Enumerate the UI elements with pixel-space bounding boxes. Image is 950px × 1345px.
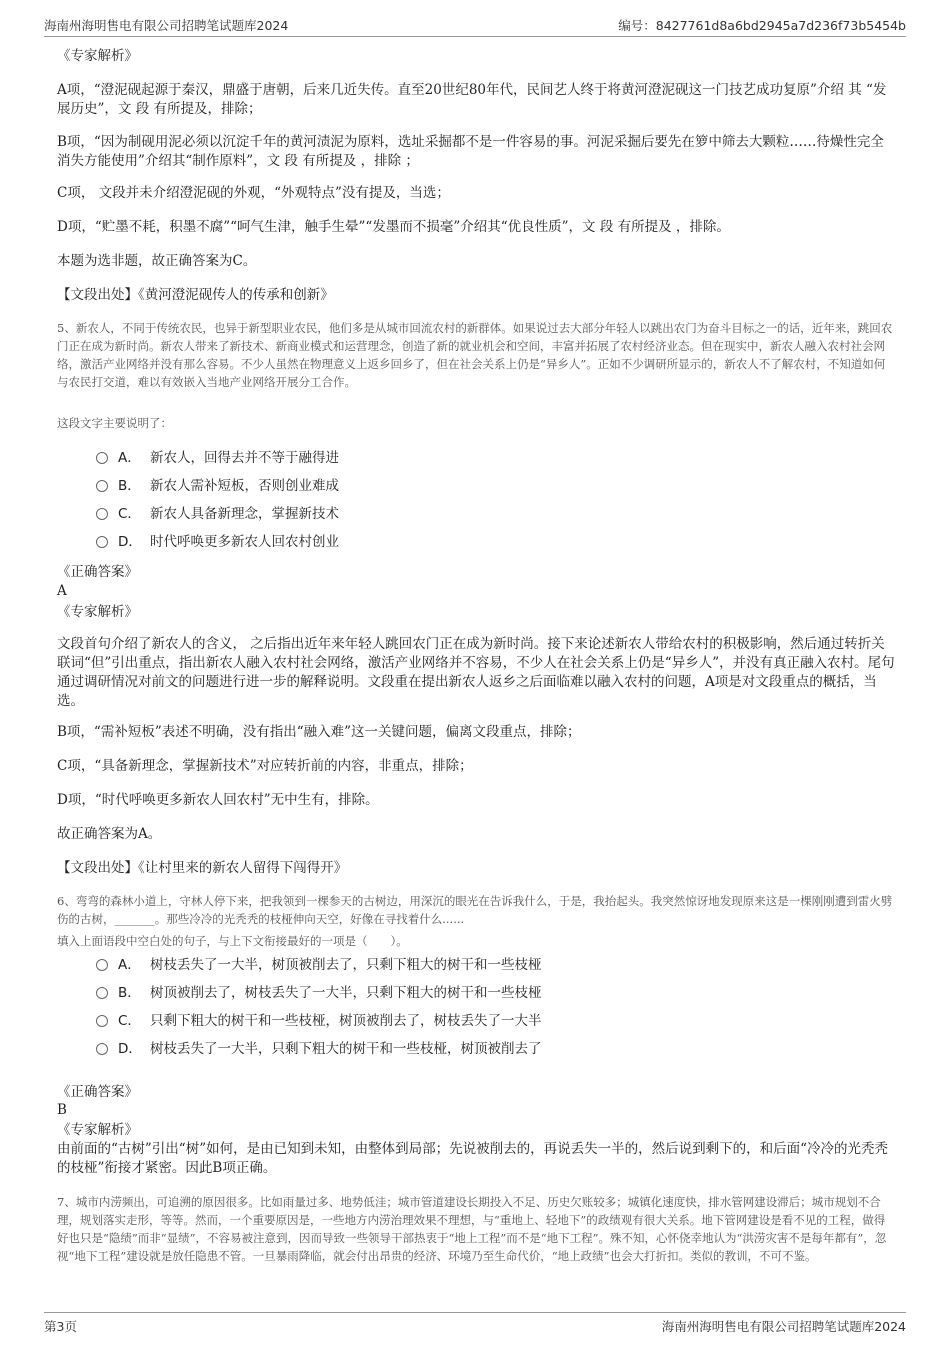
option-letter: C． xyxy=(118,506,141,522)
q6-option-d[interactable] xyxy=(96,1039,542,1059)
q5-analysis-d: D项，“时代呼唤更多新农人回农村”无中生有，排除。 xyxy=(57,792,379,808)
q6-analysis-label: 《专家解析》 xyxy=(57,1122,138,1138)
q7-stem: 7、城市内涝频出，可追溯的原因很多。比如雨量过多、地势低洼；城市管道建设长期投入不足、历史欠账较多；城镇化速度快，排水管网建设滞后；城市规划不合理，规划落实走形，等等。然而，一个重要原因是，一些地方内涝治理效果不理想，与“重地上、轻地下”的政绩观有很大关系。地下管网建设是看不见的工程，做得好也只是“隐绩”而非“显绩”，不容易被注意到，因而导致一些领导干部热衷于“地上工程”而不是“地下工程”。殊不知，心怀侥幸地认为“洪涝灾害不是每年都有”，忽视“地下工程”建设就是放任隐患不管。一旦暴雨降临，就会付出昂贵的经济、环境乃至生命代价，“地上政绩”也会大打折扣。类似的教训，不可不鉴。 xyxy=(57,1195,887,1263)
q4-analysis-b: B项，“因为制砚用泥必须以沉淀千年的黄河渍泥为原料，选址采掘都不是一件容易的事。河泥采掘后要先在箩中筛去大颗粒……待燥性完全消失方能使用”介绍其“制作原料”，文 段 有所提及 ，排除 ； xyxy=(57,134,884,169)
footer-page-number: 第3页 xyxy=(44,1319,77,1334)
q5-answer: A xyxy=(57,583,67,599)
option-letter: A． xyxy=(118,957,141,973)
q4-analysis-c: C项， 文段并未介绍澄泥砚的外观，“外观特点”没有提及，当选； xyxy=(57,185,450,201)
page-header xyxy=(44,14,906,37)
option-text: 树枝丢失了一大半，树顶被削去了，只剩下粗大的树干和一些枝桠 xyxy=(150,957,542,973)
q4-conclusion: 本题为选非题，故正确答案为C。 xyxy=(57,253,257,269)
q5-source: 【文段出处】《让村里来的新农人留得下闯得开》 xyxy=(57,860,348,876)
option-letter: B． xyxy=(118,985,141,1001)
option-letter: C． xyxy=(118,1013,141,1029)
option-text: 树顶被削去了，树枝丢失了一大半，只剩下粗大的树干和一些枝桠 xyxy=(150,985,542,1001)
q5-option-a[interactable] xyxy=(96,448,339,468)
q4-analysis-d: D项，“贮墨不耗，积墨不腐”“呵气生津，触手生晕”“发墨而不损毫”介绍其“优良性质”，文 段 有所提及 ，排除。 xyxy=(57,219,730,235)
q6-option-c[interactable] xyxy=(96,1011,542,1031)
page-footer xyxy=(44,1312,906,1335)
option-text: 只剩下粗大的树干和一些枝桠，树顶被削去了，树枝丢失了一大半 xyxy=(150,1013,542,1029)
option-letter: D． xyxy=(118,1041,142,1057)
q5-option-b[interactable] xyxy=(96,476,339,496)
q6-answer-label: 《正确答案》 xyxy=(57,1084,138,1100)
q6-answer: B xyxy=(57,1102,67,1118)
option-letter: D． xyxy=(118,534,142,550)
q4-analysis-label: 《专家解析》 xyxy=(57,48,138,64)
q6-option-a[interactable] xyxy=(96,955,542,975)
q5-option-c[interactable] xyxy=(96,504,339,524)
radio-icon[interactable] xyxy=(96,508,108,520)
q5-analysis-c: C项，“具备新理念，掌握新技术”对应转折前的内容，非重点，排除； xyxy=(57,758,473,774)
q6-question: 填入上面语段中空白处的句子，与上下文衔接最好的一项是（ ）。 xyxy=(57,934,408,948)
q5-option-d[interactable] xyxy=(96,532,339,552)
q4-source: 【文段出处】《黄河澄泥砚传人的传承和创新》 xyxy=(57,287,334,303)
header-doc-title: 海南州海明售电有限公司招聘笔试题库2024 xyxy=(44,18,289,33)
q6-stem: 6、弯弯的森林小道上，守林人停下来，把我领到一棵参天的古树边，用深沉的眼光在告诉我什么，于是，我抬起头。我突然惊讶地发现原来这是一棵刚刚遭到雷火劈伤的古树，_______。那些冷冷的光秃秃的枝桠伸向天空，好像在寻找着什么...... xyxy=(57,894,893,926)
radio-icon[interactable] xyxy=(96,452,108,464)
radio-icon[interactable] xyxy=(96,1043,108,1055)
radio-icon[interactable] xyxy=(96,987,108,999)
radio-icon[interactable] xyxy=(96,536,108,548)
option-text: 新农人需补短板，否则创业难成 xyxy=(150,478,339,494)
q5-analysis-label: 《专家解析》 xyxy=(57,604,138,620)
option-text: 树枝丢失了一大半，只剩下粗大的树干和一些枝桠，树顶被削去了 xyxy=(150,1041,542,1057)
radio-icon[interactable] xyxy=(96,959,108,971)
footer-doc-title: 海南州海明售电有限公司招聘笔试题库2024 xyxy=(661,1319,906,1334)
q5-stem: 5、新农人，不同于传统农民，也异于新型职业农民，他们多是从城市回流农村的新群体。如果说过去大部分年轻人以跳出农门为奋斗目标之一的话，近年来，跳回农门正在成为新时尚。新农人带来了新技术、新商业模式和运营理念，创造了新的就业机会和空间，丰富并拓展了农村经济业态。但在现实中，新农人融入农村社会网络，激活产业网络并没有那么容易。不少人虽然在物理意义上返乡回乡了，但在社会关系上仍是“异乡人”。正如不少调研所显示的，新农人不了解农村，不知道如何与农民打交道，难以有效嵌入当地产业网络开展分工合作。 xyxy=(57,321,893,389)
radio-icon[interactable] xyxy=(96,1015,108,1027)
q5-analysis-b: B项，“需补短板”表述不明确，没有指出“融入难”这一关键问题，偏离文段重点，排除； xyxy=(57,724,581,740)
q4-analysis-a: A项，“澄泥砚起源于秦汉，鼎盛于唐朝，后来几近失传。直至20世纪80年代，民间艺人终于将黄河澄泥砚这一门技艺成功复原”介绍 其 “发展历史”，文 段 有所提及，排除； xyxy=(57,82,887,117)
option-letter: B． xyxy=(118,478,141,494)
option-text: 新农人具备新理念，掌握新技术 xyxy=(150,506,339,522)
q5-analysis-main: 文段首句介绍了新农人的含义， 之后指出近年来年轻人跳回农门正在成为新时尚。接下来论述新农人带给农村的积极影响，然后通过转折关联词“但”引出重点，指出新农人融入农村社会网络，激活产业网络并不容易，不少人在社会关系上仍是“异乡人”，并没有真正融入农村。尾句通过调研情况对前文的问题进行进一步的解释说明。文段重在提出新农人返乡之后面临难以融入农村的问题，A项是对文段重点的概括，当选。 xyxy=(57,636,895,709)
option-text: 时代呼唤更多新农人回农村创业 xyxy=(150,534,339,550)
radio-icon[interactable] xyxy=(96,480,108,492)
q6-option-b[interactable] xyxy=(96,983,542,1003)
q5-answer-label: 《正确答案》 xyxy=(57,564,138,580)
q5-conclusion: 故正确答案为A。 xyxy=(57,826,162,842)
header-doc-id: 编号：8427761d8a6bd2945a7d236f73b5454b xyxy=(618,18,906,33)
option-letter: A． xyxy=(118,450,141,466)
q5-question: 这段文字主要说明了： xyxy=(57,416,172,430)
q6-analysis: 由前面的“古树”引出“树”如何，是由已知到未知，由整体到局部；先说被削去的，再说丢失一半的，然后说到剩下的，和后面“冷冷的光秃秃的枝桠”衔接才紧密。因此B项正确。 xyxy=(57,1141,889,1176)
option-text: 新农人，回得去并不等于融得进 xyxy=(150,450,339,466)
